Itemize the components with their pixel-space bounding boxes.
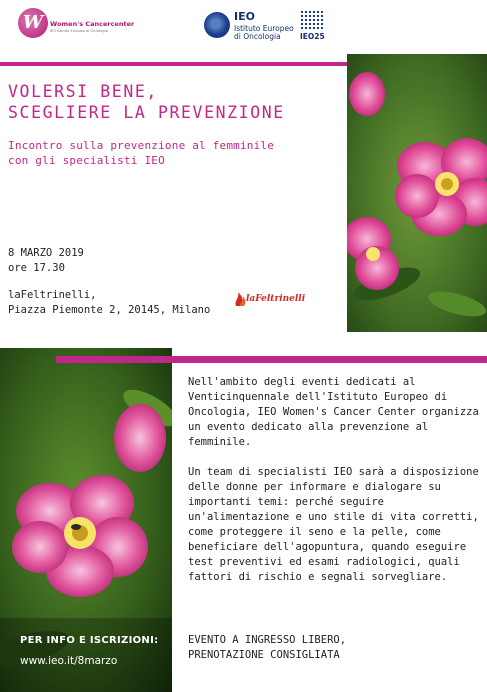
event-subtitle-line-2: con gli specialisti IEO [8, 154, 165, 167]
event-cta [188, 633, 346, 663]
cta-line-2: PRENOTAZIONE CONSIGLIATA [188, 649, 340, 661]
accent-bar-bottom [56, 356, 487, 363]
womens-cancer-center-logo-icon: W [18, 8, 48, 38]
pink-rose-photo-top [347, 54, 487, 332]
event-date-block [8, 246, 84, 276]
feltrinelli-logo-text: laFeltrinelli [246, 294, 306, 304]
event-title-line-1: VOLERSI BENE, [8, 82, 158, 101]
info-label: PER INFO E ISCRIZIONI: [20, 635, 159, 646]
womens-cancer-center-name: Women's Cancercenter [50, 20, 135, 28]
event-subtitle [8, 138, 274, 168]
ieo-globe-icon [204, 12, 230, 38]
info-url-link[interactable]: www.ieo.it/8marzo [20, 655, 118, 667]
event-subtitle-line-1: Incontro sulla prevenzione al femminile [8, 139, 275, 152]
event-description [188, 375, 482, 600]
womens-cancer-center-subtitle: IEO Istituto Europeo di Oncologia [50, 29, 108, 33]
section-divider [0, 332, 487, 348]
event-date: 8 MARZO 2019 [8, 247, 84, 259]
description-paragraph-2: Un team di specialisti IEO sarà a disposizione delle donne per informare e dialogare su importanti temi: perché seguire un'alimentazione e uno stile di vita corretti, come proteggere il seno e la pelle, come beneficiare dell'agopuntura, quando eseguire test preventivi ed esami radiologici, quali fattori di rischio e segnali sorvegliare. [188, 466, 479, 583]
ieo25-logo-label: IEO25 [300, 32, 325, 41]
event-time: ore 17.30 [8, 262, 65, 274]
ieo-logo-subtitle-1: Istituto Europeo [234, 24, 294, 33]
event-venue-address: Piazza Piemonte 2, 20145, Milano [8, 304, 211, 316]
event-venue-name: laFeltrinelli, [8, 289, 97, 301]
event-venue-block [8, 288, 210, 318]
event-title [8, 81, 285, 123]
ieo-logo-title: IEO [234, 10, 255, 23]
description-paragraph-1: Nell'ambito degli eventi dedicati al Venticinquennale dell'Istituto Europeo di Oncologia, IEO Women's Cancer Center organizza un evento dedicato alla prevenzione al femminile. [188, 376, 479, 448]
ieo-logo-subtitle-2: di Oncologia [234, 32, 281, 41]
ieo25-dots-icon [300, 10, 324, 30]
event-title-line-2: SCEGLIERE LA PREVENZIONE [8, 103, 285, 122]
cta-line-1: EVENTO A INGRESSO LIBERO, [188, 634, 347, 646]
